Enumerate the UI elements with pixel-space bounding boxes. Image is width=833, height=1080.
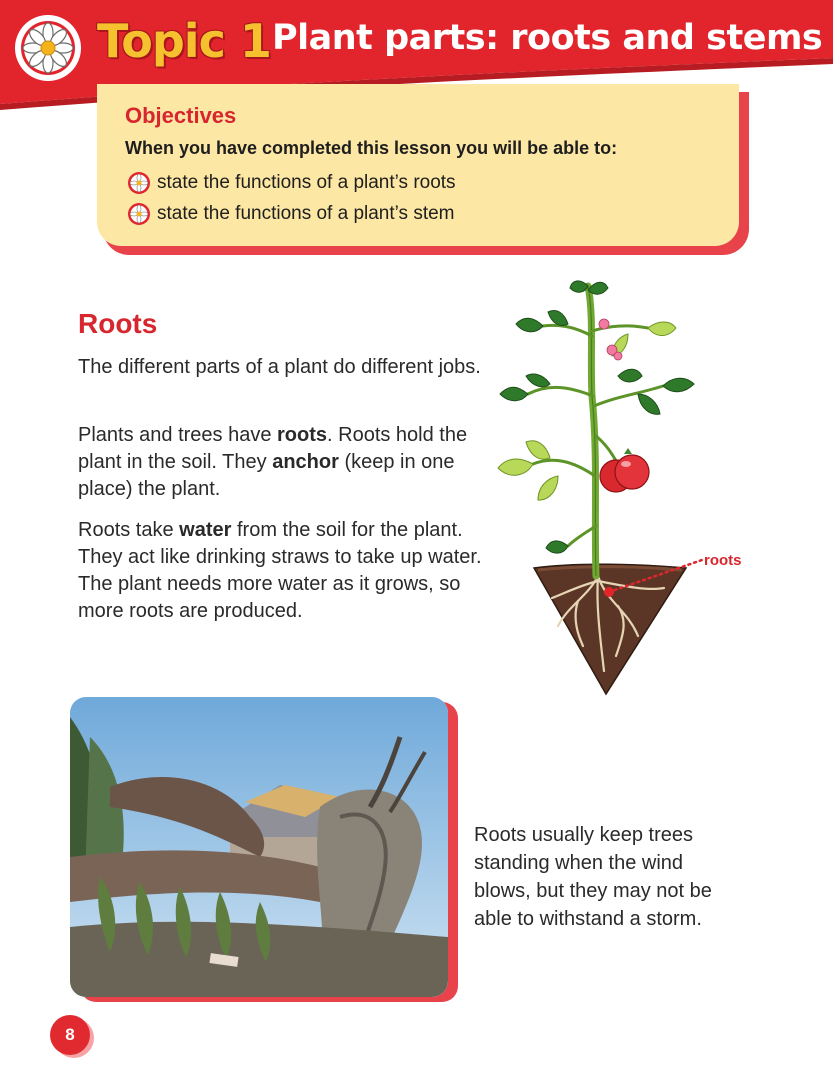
objective-item	[127, 167, 456, 198]
paragraph	[78, 422, 488, 503]
storm-damage-image	[70, 697, 448, 997]
paragraph	[78, 517, 488, 625]
text-run: . Roots hold the plant in the soil. They	[78, 424, 468, 473]
paragraph: The different parts of a plant do different jobs.	[78, 356, 481, 378]
page-title: Plant parts: roots and stems	[272, 18, 823, 58]
page-number-badge	[50, 1015, 90, 1055]
photo-caption: Roots usually keep trees standing when the wind blows, but they may not be able to withstand a storm.	[474, 824, 712, 930]
roots-label: roots	[704, 552, 742, 569]
flower-bullet-icon	[127, 171, 151, 195]
uprooted-tree-photo	[70, 697, 448, 997]
keyword-roots: roots	[277, 424, 328, 446]
keyword-anchor: anchor	[272, 451, 339, 473]
section-heading-roots: Roots	[78, 308, 158, 339]
objectives-intro: When you have completed this lesson you will be able to:	[125, 138, 618, 158]
topic-badge: Topic 1	[97, 14, 271, 68]
objective-item	[127, 198, 456, 229]
objectives-list	[127, 167, 456, 229]
page-number: 8	[65, 1025, 75, 1044]
objective-text: state the functions of a plant’s stem	[157, 202, 455, 224]
text-run: (keep in one place) the plant.	[78, 451, 455, 500]
keyword-water: water	[179, 519, 232, 541]
flower-bullet-icon	[127, 202, 151, 226]
objective-text: state the functions of a plant’s roots	[157, 171, 456, 193]
text-run: from the soil for the plant. They act like drinking straws to take up water. The plant needs more water as it grows, so more roots are produced.	[78, 519, 482, 622]
objectives-heading: Objectives	[125, 103, 237, 128]
flower-icon	[13, 13, 83, 83]
text-run: Roots take	[78, 519, 180, 541]
tomato-plant-illustration	[488, 276, 748, 696]
text-run: Plants and trees have	[78, 424, 278, 446]
